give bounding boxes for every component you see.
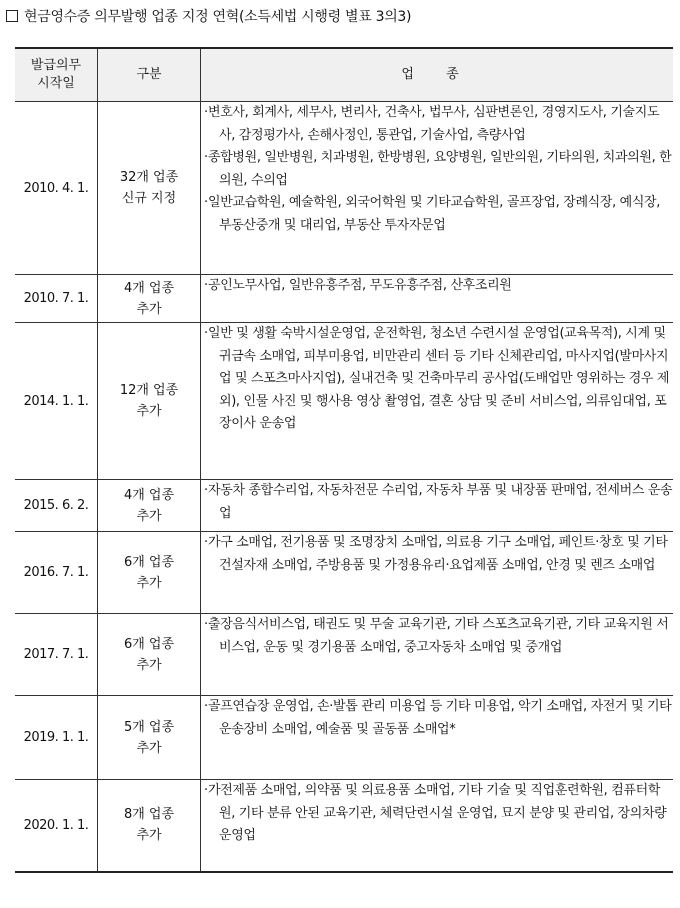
- bullet-dot-icon: ·: [204, 278, 208, 293]
- industry-cell: [201, 102, 674, 275]
- industry-item-text: 골프연습장 운영업, 손·발톱 관리 미용업 등 기타 미용업, 악기 소매업, 자전거 및 기타 운송장비 소매업, 예술품 및 골동품 소매업*: [208, 699, 672, 737]
- category-line1: 12개 업종: [119, 383, 179, 398]
- checkbox-square-icon: [6, 10, 18, 22]
- start-date-cell: 2014. 1. 1.: [15, 323, 98, 480]
- table-row: [15, 275, 673, 323]
- category-line2: 추가: [136, 575, 162, 591]
- industry-item: [201, 780, 673, 848]
- category-line2: 추가: [136, 828, 162, 844]
- start-date-cell: 2017. 7. 1.: [15, 614, 98, 696]
- category-line2: 추가: [136, 657, 162, 673]
- document-title: [6, 6, 411, 28]
- table-row: [15, 780, 673, 872]
- category-line1: 4개 업종: [123, 280, 175, 296]
- header-start-date: [15, 48, 98, 102]
- industry-item-text: 출장음식서비스업, 태권도 및 무술 교육기관, 기타 스포츠교육기관, 기타 교육지원 서비스업, 운동 및 경기용품 소매업, 중고자동차 소매업 및 중개업: [208, 617, 669, 655]
- header-industry: [201, 48, 674, 102]
- table-row: [15, 614, 673, 696]
- start-date-cell: 2015. 6. 2.: [15, 480, 98, 532]
- industry-item-text: 일반 및 생활 숙박시설운영업, 운전학원, 청소년 수련시설 운영업(교육목적), 시계 및 귀금속 소매업, 피부미용업, 비만관리 센터 등 기타 신체관리업, 마사지업(발마사지업 및 스포츠마사지업), 실내건축 및 건축마무리 공사업(도배업만 영위하는 경우 제외), 인물 사진 및 행사용 영상 촬영업, 결혼 상담 및 준비 서비스업, 의류임대업, 포장이사 운송업: [208, 326, 670, 431]
- bullet-dot-icon: ·: [204, 483, 208, 498]
- category-line1: 32개 업종: [119, 170, 179, 185]
- bullet-dot-icon: ·: [204, 535, 208, 550]
- bullet-dot-icon: ·: [204, 617, 208, 632]
- industry-history-table: [15, 47, 673, 873]
- industry-item: [201, 323, 673, 436]
- header-category: 구분: [98, 48, 201, 102]
- industry-cell: [201, 696, 674, 780]
- industry-item: [201, 192, 673, 237]
- industry-item-text: 자동차 종합수리업, 자동차전문 수리업, 자동차 부품 및 내장품 판매업, 전세버스 운송업: [208, 483, 673, 521]
- category-cell: [98, 323, 201, 480]
- table-row: [15, 532, 673, 614]
- industry-cell: [201, 614, 674, 696]
- industry-item: [201, 275, 673, 298]
- category-cell: [98, 275, 201, 323]
- category-line1: 8개 업종: [123, 807, 175, 823]
- table-row: [15, 696, 673, 780]
- category-line2: 추가: [136, 404, 162, 419]
- industry-item-text: 가전제품 소매업, 의약품 및 의료용품 소매업, 기타 기술 및 직업훈련학원, 컴퓨터학원, 기타 분류 안된 교육기관, 체력단련시설 운영업, 묘지 분양 및 관리업, 장의차량 운영업: [208, 783, 667, 843]
- category-line2: 신규 지정: [121, 191, 177, 206]
- bullet-dot-icon: ·: [204, 326, 208, 341]
- bullet-dot-icon: ·: [204, 195, 208, 210]
- industry-item: [201, 614, 673, 659]
- industry-cell: [201, 780, 674, 872]
- category-cell: [98, 780, 201, 872]
- start-date-cell: 2020. 1. 1.: [15, 780, 98, 872]
- table-row: [15, 102, 673, 275]
- start-date-cell: 2019. 1. 1.: [15, 696, 98, 780]
- category-line2: 추가: [136, 740, 162, 756]
- industry-item-text: 공인노무사업, 일반유흥주점, 무도유흥주점, 산후조리원: [208, 278, 512, 293]
- category-line2: 추가: [136, 301, 162, 317]
- bullet-dot-icon: ·: [204, 699, 208, 714]
- industry-cell: [201, 532, 674, 614]
- industry-item: [201, 696, 673, 741]
- table-header-row: [15, 48, 673, 102]
- document-title-text: 현금영수증 의무발행 업종 지정 연혁(소득세법 시행령 별표 3의3): [24, 9, 412, 25]
- industry-cell: [201, 275, 674, 323]
- category-line1: 5개 업종: [123, 719, 175, 735]
- category-cell: [98, 102, 201, 275]
- industry-item: [201, 532, 673, 577]
- industry-item-text: 종합병원, 일반병원, 치과병원, 한방병원, 요양병원, 일반의원, 기타의원, 치과의원, 한의원, 수의업: [208, 150, 672, 188]
- category-cell: [98, 614, 201, 696]
- category-cell: [98, 696, 201, 780]
- table-row: [15, 323, 673, 480]
- start-date-cell: 2010. 7. 1.: [15, 275, 98, 323]
- industry-cell: [201, 323, 674, 480]
- category-line1: 4개 업종: [123, 487, 175, 503]
- bullet-dot-icon: ·: [204, 783, 208, 798]
- category-line2: 추가: [136, 508, 162, 524]
- industry-item-text: 변호사, 회계사, 세무사, 변리사, 건축사, 법무사, 심판변론인, 경영지도사, 기술지도사, 감정평가사, 손해사정인, 통관업, 기술사업, 측량사업: [208, 105, 660, 143]
- industry-item: [201, 102, 673, 147]
- table-body: [15, 102, 673, 872]
- header-start-line1: 발급의무: [30, 58, 82, 73]
- start-date-cell: 2010. 4. 1.: [15, 102, 98, 275]
- industry-item: [201, 147, 673, 192]
- category-line1: 6개 업종: [123, 636, 175, 652]
- industry-item-text: 일반교습학원, 예술학원, 외국어학원 및 기타교습학원, 골프장업, 장례식장, 예식장, 부동산중개 및 대리업, 부동산 투자자문업: [208, 195, 661, 233]
- start-date-cell: 2016. 7. 1.: [15, 532, 98, 614]
- category-cell: [98, 532, 201, 614]
- bullet-dot-icon: ·: [204, 150, 208, 165]
- category-cell: [98, 480, 201, 532]
- industry-item: [201, 480, 673, 525]
- table-row: [15, 480, 673, 532]
- industry-item-text: 가구 소매업, 전기용품 및 조명장치 소매업, 의료용 기구 소매업, 페인트·창호 및 기타 건설자재 소매업, 주방용품 및 가정용유리·요업제품 소매업, 안경 및 렌즈 소매업: [208, 535, 668, 573]
- category-line1: 6개 업종: [123, 554, 175, 570]
- bullet-dot-icon: ·: [204, 105, 208, 120]
- header-industry-label: 업 종: [401, 67, 473, 82]
- header-start-line2: 시작일: [37, 76, 75, 91]
- industry-cell: [201, 480, 674, 532]
